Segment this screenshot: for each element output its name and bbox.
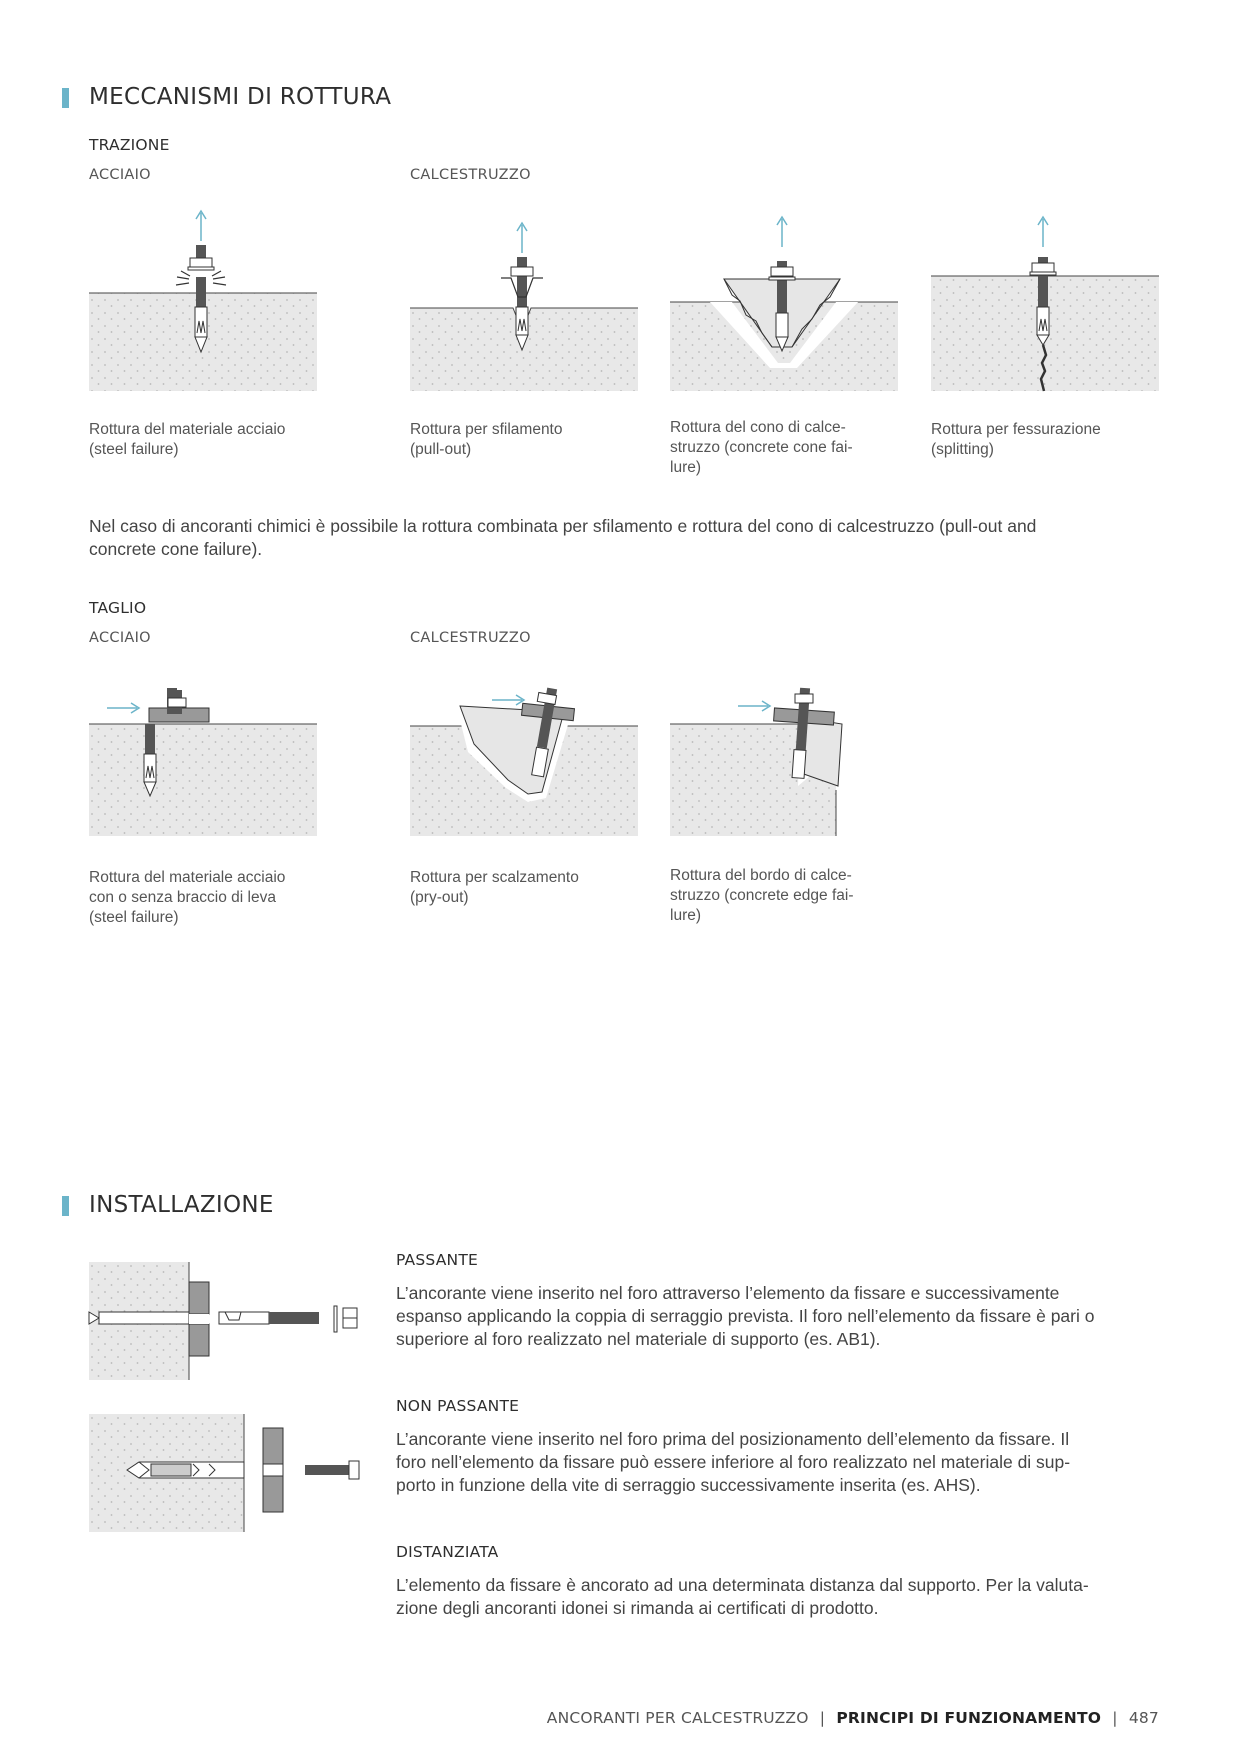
- page-footer: [547, 1709, 1159, 1727]
- note-line: concrete cone failure).: [89, 539, 263, 559]
- section-marker: [62, 1196, 69, 1216]
- caption-line: Rottura per sfilamento: [410, 421, 563, 438]
- page-number: 487: [1128, 1709, 1159, 1727]
- caption-line: Rottura del materiale acciaio: [89, 421, 286, 438]
- caption-line: (steel failure): [89, 909, 179, 926]
- figure-pry-out: [410, 680, 638, 840]
- caption-line: struzzo (concrete edge fai-: [670, 887, 854, 904]
- caption-steel-failure: [89, 420, 317, 460]
- shear-cat-concrete: CALCESTRUZZO: [410, 630, 531, 646]
- text-line: L’ancorante viene inserito nel foro prima del posizionamento dell’elemento da fissare. Il: [396, 1429, 1070, 1449]
- text-line: zione degli ancoranti idonei si rimanda ai certificati di prodotto.: [396, 1598, 879, 1618]
- caption-line: Rottura per scalzamento: [410, 869, 579, 886]
- tension-cat-steel: ACCIAIO: [89, 167, 151, 183]
- caption-line: (pry-out): [410, 889, 469, 906]
- footer-separator: |: [1112, 1709, 1118, 1727]
- caption-line: (steel failure): [89, 441, 179, 458]
- figure-pull-out: [410, 205, 638, 395]
- figure-non-passante: [89, 1414, 369, 1536]
- footer-category: ANCORANTI PER CALCESTRUZZO: [546, 1709, 809, 1727]
- footer-separator: |: [819, 1709, 826, 1727]
- caption-line: con o senza braccio di leva: [89, 889, 276, 906]
- figure-splitting: [931, 205, 1159, 395]
- install-text-distanziata: [396, 1574, 1159, 1620]
- text-line: foro nell’elemento da fissare può essere inferiore al foro realizzato nel materiale di sup-: [396, 1452, 1071, 1472]
- caption-pull-out: [410, 420, 638, 460]
- install-title-distanziata: DISTANZIATA: [396, 1543, 499, 1561]
- install-title-non-passante: NON PASSANTE: [396, 1397, 520, 1415]
- caption-line: struzzo (concrete cone fai-: [670, 439, 853, 456]
- figure-passante: [89, 1262, 369, 1384]
- text-line: porto in funzione della vite di serraggio successivamente inserita (es. AHS).: [396, 1475, 981, 1495]
- caption-line: Rottura del materiale acciaio: [89, 869, 286, 886]
- install-title-passante: PASSANTE: [396, 1251, 478, 1269]
- caption-splitting: [931, 420, 1159, 460]
- install-text-non-passante: [396, 1428, 1159, 1497]
- text-line: L’ancorante viene inserito nel foro attraverso l’elemento da fissare e successivamente: [396, 1283, 1060, 1303]
- caption-line: Rottura per fessurazione: [931, 421, 1101, 438]
- text-line: espanso applicando la coppia di serraggio prevista. Il foro nell’elemento da fissare è pari o: [396, 1306, 1095, 1326]
- caption-steel-failure-shear: [89, 868, 317, 928]
- text-line: superiore al foro realizzato nel materiale di supporto (es. AB1).: [396, 1329, 881, 1349]
- figure-concrete-cone: [670, 205, 898, 395]
- section-title-install: INSTALLAZIONE: [89, 1192, 274, 1218]
- caption-line: (splitting): [931, 441, 994, 458]
- caption-line: (pull-out): [410, 441, 472, 458]
- caption-line: Rottura del bordo di calce-: [670, 867, 852, 884]
- note-line: Nel caso di ancoranti chimici è possibile la rottura combinata per sfilamento e rottura del cono di calcestruzzo (pull-out and: [89, 516, 1037, 536]
- figure-steel-failure-shear: [89, 680, 317, 840]
- figure-concrete-edge: [670, 680, 898, 840]
- tension-cat-concrete: CALCESTRUZZO: [410, 167, 531, 183]
- caption-concrete-edge: [670, 866, 898, 926]
- figure-steel-failure-tension: [89, 205, 317, 395]
- caption-line: Rottura del cono di calce-: [670, 419, 846, 436]
- shear-cat-steel: ACCIAIO: [89, 630, 151, 646]
- section-marker: [62, 88, 69, 108]
- install-text-passante: [396, 1282, 1159, 1351]
- footer-section: PRINCIPI DI FUNZIONAMENTO: [836, 1709, 1102, 1727]
- caption-pry-out: [410, 868, 638, 908]
- shear-title: TAGLIO: [89, 599, 147, 617]
- caption-concrete-cone: [670, 418, 898, 478]
- caption-line: lure): [670, 907, 702, 924]
- caption-line: lure): [670, 459, 702, 476]
- chemical-anchor-note: [89, 515, 1159, 561]
- tension-title: TRAZIONE: [89, 136, 170, 154]
- section-title-failure: MECCANISMI DI ROTTURA: [89, 84, 392, 110]
- text-line: L’elemento da fissare è ancorato ad una determinata distanza dal supporto. Per la valuta-: [396, 1575, 1089, 1595]
